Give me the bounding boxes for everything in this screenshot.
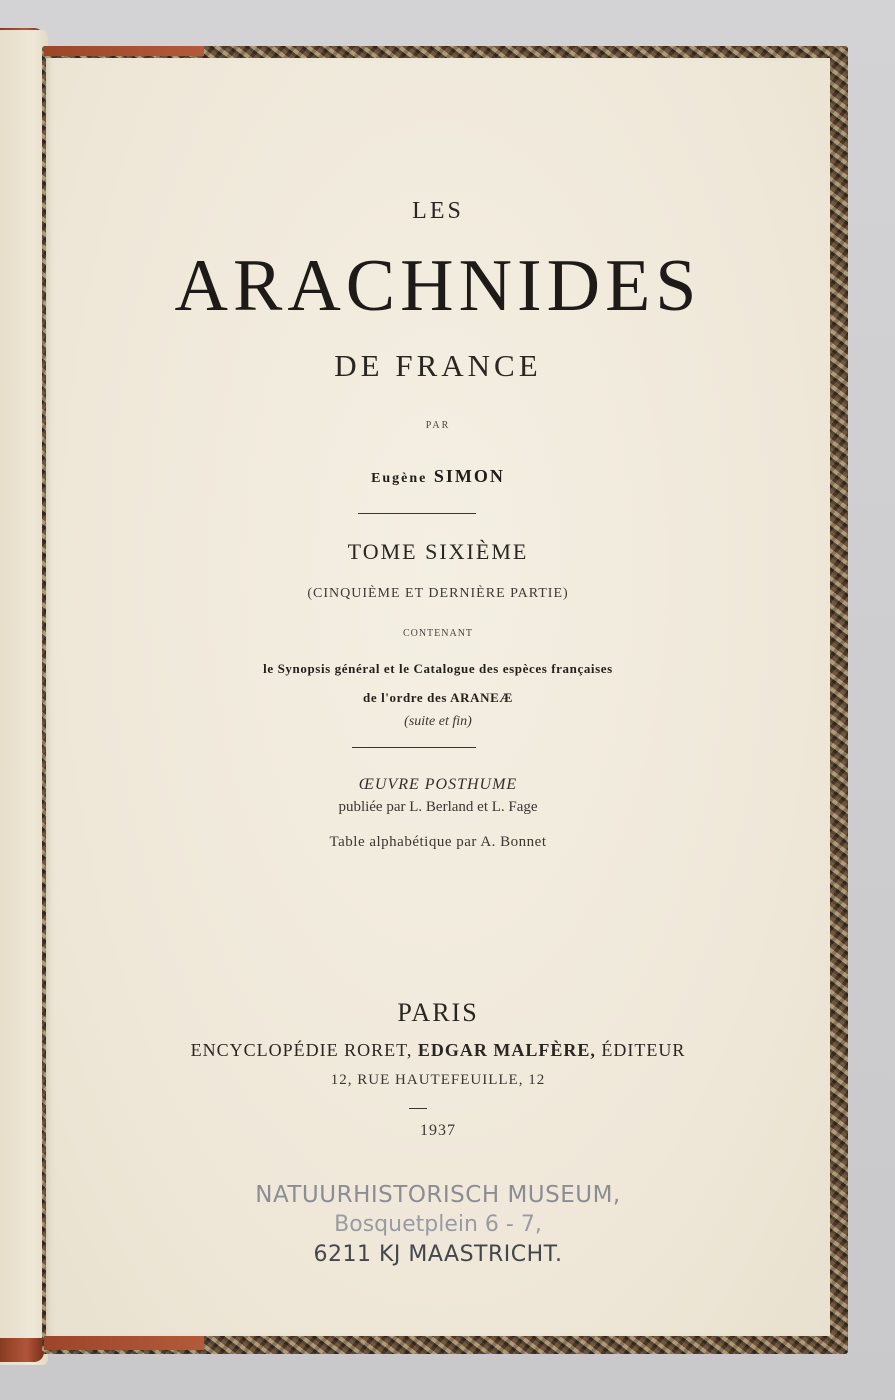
subtitle: DE FRANCE xyxy=(334,348,542,383)
divider-rule-2 xyxy=(352,747,476,748)
order-name: ARANEÆ xyxy=(450,690,513,705)
cover-leather-edge-bottom xyxy=(44,1336,204,1350)
title-les: LES xyxy=(412,198,464,224)
author-name xyxy=(46,466,830,487)
by-label: PAR xyxy=(425,420,451,431)
index-prefix: Table alphabétique par xyxy=(329,834,477,850)
left-page-edge xyxy=(0,30,48,1365)
left-cover-corner-bottom xyxy=(0,1338,44,1362)
part-label: (CINQUIÈME ET DERNIÈRE PARTIE) xyxy=(307,586,569,601)
imprint-city: PARIS xyxy=(397,998,479,1027)
suite-et-fin: (suite et fin) xyxy=(404,714,472,729)
cover-leather-edge-top xyxy=(44,46,204,56)
title-page xyxy=(46,58,830,1336)
editors-line xyxy=(46,799,830,816)
order-prefix: de l'ordre des xyxy=(363,690,448,705)
publisher-b: EDGAR MALFÈRE, xyxy=(417,1040,596,1060)
divider-rule xyxy=(358,513,476,514)
publisher-a: ENCYCLOPÉDIE RORET, xyxy=(190,1040,413,1060)
publication-year: 1937 xyxy=(420,1122,456,1139)
editor-1: L. Berland xyxy=(409,799,474,815)
museum-stamp-line-1: NATUURHISTORISCH MUSEUM, xyxy=(255,1182,621,1208)
publisher-address: 12, RUE HAUTEFEUILLE, 12 xyxy=(330,1072,546,1088)
contains-label: CONTENANT xyxy=(402,628,474,639)
synopsis-line: le Synopsis général et le Catalogue des espèces françaises xyxy=(263,661,613,676)
short-dash xyxy=(409,1108,427,1109)
editors-prefix: publiée par xyxy=(338,799,406,815)
author-first-name: Eugène xyxy=(371,471,428,486)
index-credit xyxy=(46,834,830,851)
volume-title: TOME SIXIÈME xyxy=(347,539,529,564)
posthumous-work: ŒUVRE POSTHUME xyxy=(358,776,518,793)
museum-stamp-line-3: 6211 KJ MAASTRICHT. xyxy=(313,1242,563,1267)
editors-and: et xyxy=(477,799,488,815)
author-last-name: SIMON xyxy=(433,466,505,486)
publisher-c: ÉDITEUR xyxy=(601,1040,686,1060)
publisher-line xyxy=(46,1040,830,1061)
main-title: ARACHNIDES xyxy=(174,245,702,327)
order-line xyxy=(46,690,830,706)
editor-2: L. Fage xyxy=(491,799,538,815)
museum-stamp-line-2: Bosquetplein 6 - 7, xyxy=(334,1212,542,1237)
index-author: A. Bonnet xyxy=(480,834,547,850)
